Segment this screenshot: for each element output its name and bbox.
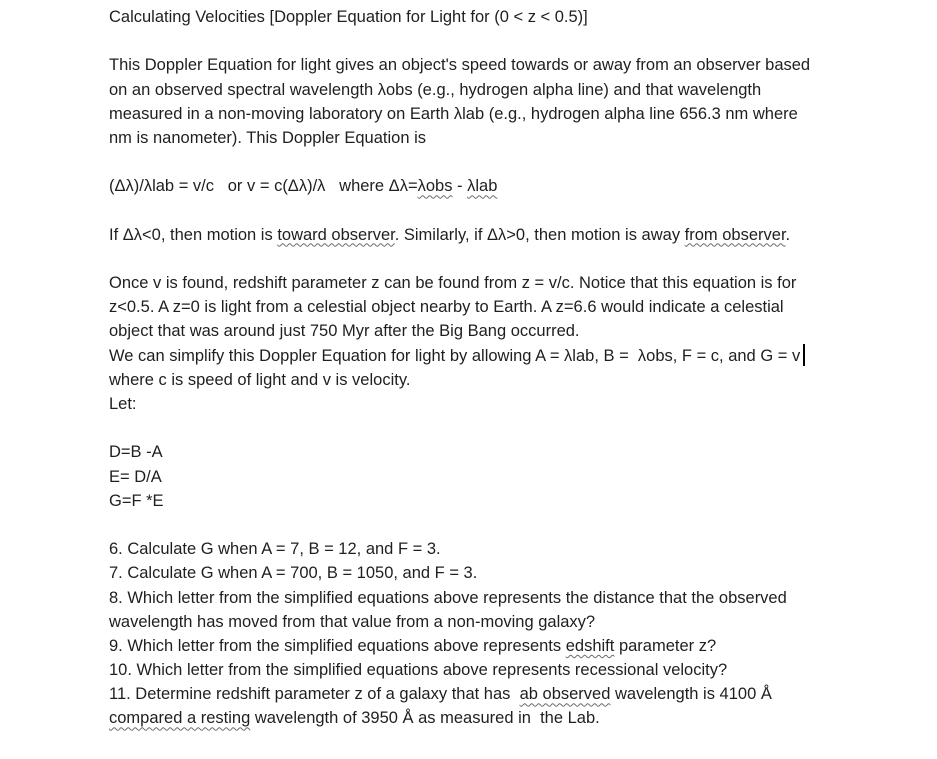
question-6: 6. Calculate G when A = 7, B = 12, and F = 3. (109, 540, 441, 559)
intro-line-2: on an observed spectral wavelength λobs (e.g., hydrogen alpha line) and that wavelength (109, 80, 762, 99)
simplify-text: We can simplify this Doppler Equation for light by allowing A = λlab, B = λobs, F = c, and G = v (109, 346, 801, 365)
motion-text-c: . (785, 225, 791, 244)
blank-line (109, 150, 919, 174)
blank-line (109, 513, 919, 537)
motion-statement (109, 223, 919, 247)
question-11-line-2 (109, 706, 919, 730)
question-8-line-2: wavelength has moved from that value from a non-moving galaxy? (109, 612, 596, 631)
motion-text-a: If Δλ<0, then motion is (109, 225, 278, 244)
question-9-text-b: parameter z? (614, 636, 717, 655)
blank-line (109, 29, 919, 53)
blank-line (109, 199, 919, 223)
grammar-flag-ab-observed[interactable]: ab observed (519, 685, 611, 704)
question-7: 7. Calculate G when A = 700, B = 1050, and F = 3. (109, 564, 478, 583)
doppler-equation (109, 174, 919, 198)
intro-line-1: This Doppler Equation for light gives an object's speed towards or away from an observer based (109, 56, 811, 75)
spellcheck-word-lab[interactable]: λlab (467, 177, 498, 196)
intro-line-4: nm is nanometer). This Doppler Equation is (109, 128, 427, 147)
question-11-text-a: 11. Determine redshift parameter z of a galaxy that has (109, 685, 520, 704)
question-11-text-b: wavelength is 4100 Å (610, 685, 772, 704)
document-title: Calculating Velocities [Doppler Equation for Light for (0 < z < 0.5)] (109, 8, 588, 26)
redshift-line-5: where c is speed of light and v is velocity. (109, 370, 411, 389)
blank-line (109, 247, 919, 271)
question-8-line-1: 8. Which letter from the simplified equations above represents the distance that the observed (109, 588, 787, 607)
document-body[interactable] (109, 5, 919, 731)
redshift-line-2: z<0.5. A z=0 is light from a celestial object nearby to Earth. A z=6.6 would indicate a celestial (109, 298, 784, 317)
grammar-flag-from-observer[interactable]: from observer (684, 225, 786, 244)
question-11-line-1 (109, 682, 919, 706)
equation-d: D=B -A (109, 443, 163, 462)
motion-text-b: . Similarly, if Δλ>0, then motion is away (394, 225, 685, 244)
let-label: Let: (109, 395, 137, 413)
equation-e: E= D/A (109, 467, 162, 486)
intro-line-3: measured in a non-moving laboratory on Earth λlab (e.g., hydrogen alpha line 656.3 nm where (109, 104, 798, 123)
equation-g: G=F *E (109, 491, 164, 510)
equation-minus: - (452, 177, 468, 196)
question-9 (109, 634, 919, 658)
blank-line (109, 416, 919, 440)
question-11-text-d: wavelength of 3950 Å as measured in the Lab. (250, 709, 600, 728)
redshift-line-1: Once v is found, redshift parameter z can be found from z = v/c. Notice that this equation is for (109, 274, 797, 293)
spellcheck-word-obs[interactable]: λobs (417, 177, 453, 196)
redshift-line-4 (109, 344, 919, 368)
question-10: 10. Which letter from the simplified equations above represents recessional velocity? (109, 661, 728, 680)
grammar-flag-toward-observer[interactable]: toward observer (277, 225, 395, 244)
grammar-flag-compared-a-resting[interactable]: compared a resting (109, 709, 251, 728)
question-9-text-a: 9. Which letter from the simplified equations above represents (109, 636, 566, 655)
redshift-line-3: object that was around just 750 Myr after the Big Bang occurred. (109, 322, 580, 341)
text-cursor (803, 344, 805, 366)
equation-main: (Δλ)/λlab = v/c or v = c(Δλ)/λ where Δλ= (109, 177, 418, 196)
spellcheck-word-edshift[interactable]: edshift (565, 636, 615, 655)
